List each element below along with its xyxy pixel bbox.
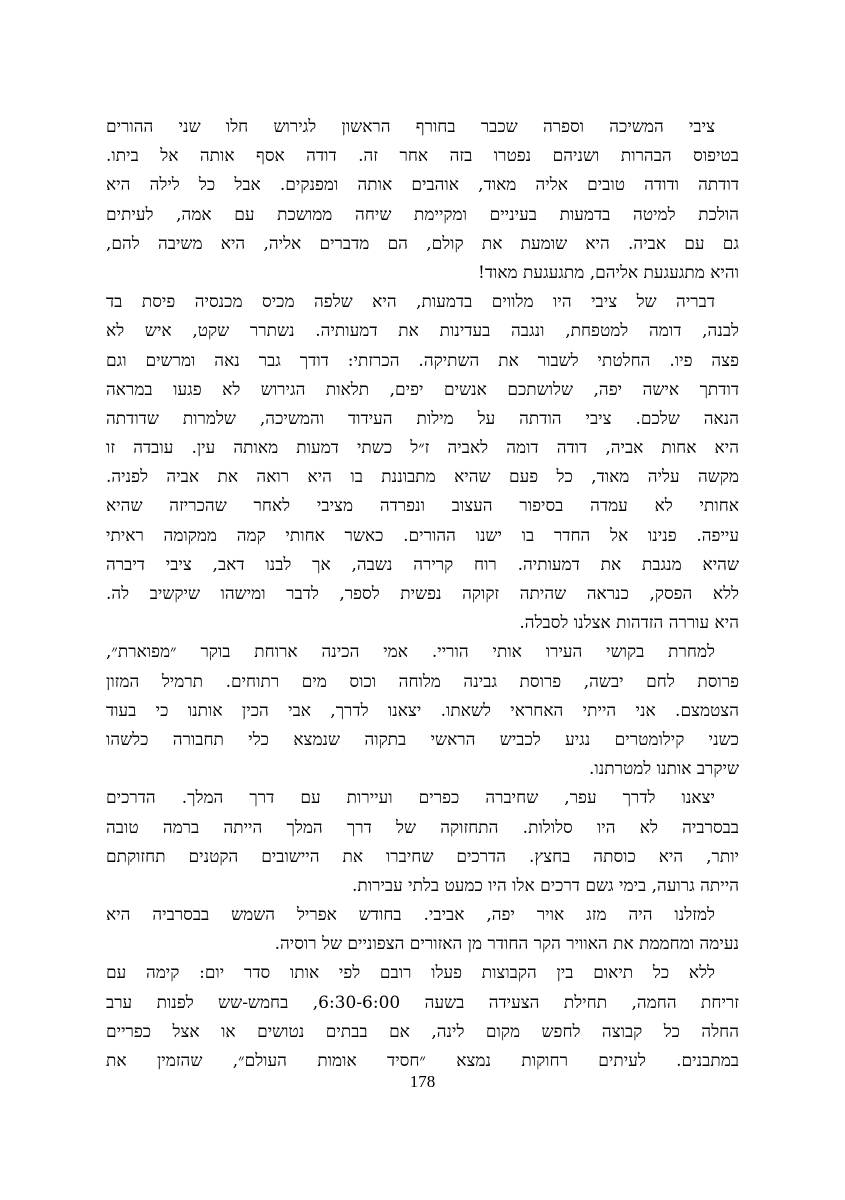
text-line: ציבי המשיכה וספרה שכבר בחורף הראשון לגירוש חלו שני ההורים	[106, 117, 715, 137]
text-line: יצאנו לדרך עפר, שחיברה כפרים ועיירות עם דרך המלך. הדרכים	[106, 788, 715, 809]
text-line: מקשה עליה מאוד, כל פעם שהיא מתבוננת בו היא רואה את אביה לפניה.	[106, 467, 739, 488]
text-line: זריחת החמה, תחילת הצעידה בשעה 6:30-6:00, בחמש-שש לפנות ערב	[106, 992, 739, 1013]
text-line: פצה פיו. החלטתי לשבור את השתיקה. הכרזתי: דודך גבר נאה ומרשים וגם	[106, 350, 739, 371]
text-line: פרוסת לחם יבשה, פרוסת גבינה מלוחה וכוס מים רתוחים. תרמיל המזון	[106, 671, 739, 692]
text-line: לבנה, דומה למטפחת, ונגבה בעדינות את דמעותיה. נשתרר שקט, איש לא	[106, 321, 739, 342]
text-line: יותר, היא כוסתה בחצץ. הדרכים שחיברו את היישובים הקטנים תחזוקתם	[106, 846, 739, 867]
text-line: ללא הפסק, כנראה שהיתה זקוקה נפשית לספר, לדבר ומישהו שיקשיב לה.	[106, 584, 739, 604]
text-line: דודתה ודודה טובים אליה מאוד, אוהבים אותה ומפנקים. אבל כל לילה היא	[106, 175, 739, 196]
text-line: עייפה. פנינו אל החדר בו ישנו ההורים. כאשר אחותי קמה ממקומה ראיתי	[106, 525, 739, 546]
text-line: גם עם אביה. היא שומעת את קולם, הם מדברים אליה, היא משיבה להם,	[106, 233, 739, 254]
text-line: במתבנים. לעיתים רחוקות נמצא ״חסיד אומות העולם״, שהזמין את	[106, 1051, 739, 1071]
text-line: ללא כל תיאום בין הקבוצות פעלו רובם לפי אותו סדר יום: קימה עם	[106, 963, 715, 984]
text-line: שהיא מנגבת את דמעותיה. רוח קרירה נשבה, אך לבנו דאב, ציבי דיברה	[106, 554, 739, 575]
text-line: הצטמצם. אני הייתי האחראי לשאתו. יצאנו לדרך, אבי הכין אותנו כי בעוד	[106, 700, 739, 721]
text-line: נעימה ומחממת את האוויר הקר החודר מן האזורים הצפוניים של רוסיה.	[274, 934, 739, 955]
text-line: למזלנו היה מזג אויר יפה, אביבי. בחודש אפריל השמש בבסרביה היא	[106, 905, 715, 926]
text-line: בבסרביה לא היו סלולות. התחזוקה של דרך המלך הייתה ברמה טובה	[106, 817, 739, 838]
text-line: בטיפוס הבהרות ושניהם נפטרו בזה אחר זה. דודה אסף אותה אל ביתו.	[106, 146, 739, 167]
body-text	[106, 113, 739, 1076]
text-line: הנאה שלכם. ציבי הודתה על מילות העידוד והמשיכה, שלמרות שדודתה	[106, 408, 739, 429]
text-line: אחותי לא עמדה בסיפור העצוב ונפרדה מציבי לאחר שהכריזה שהיא	[106, 496, 739, 517]
text-line: היא אחות אביה, דודה דומה לאביה ז״ל כשתי דמעות מאותה עין. עובדה זו	[106, 438, 739, 459]
text-line: דבריה של ציבי היו מלווים בדמעות, היא שלפה מכיס מכנסיה פיסת בד	[106, 292, 715, 313]
text-line: שיקרב אותנו למטרתנו.	[588, 759, 739, 780]
text-line: למחרת בקושי העירו אותי הוריי. אמי הכינה ארוחת בוקר ״מפוארת״,	[106, 642, 715, 663]
text-line: דודתך אישה יפה, שלושתכם אנשים יפים, תלאות הגירוש לא פגעו במראה	[106, 379, 739, 400]
text-line: הייתה גרועה, בימי גשם דרכים אלו היו כמעט בלתי עבירות.	[351, 875, 739, 896]
text-line: כשני קילומטרים נגיע לכביש הראשי בתקוה שנמצא כלי תחבורה כלשהו	[106, 729, 739, 750]
text-line: הולכת למיטה בדמעות בעיניים ומקיימת שיחה ממושכת עם אמה, לעיתים	[106, 204, 739, 225]
page-number: 178	[409, 1072, 436, 1091]
text-line: והיא מתגעגעת אליהם, מתגעגעת מאוד!	[478, 262, 739, 283]
text-line: היא עוררה הזדהות אצלנו לסבלה.	[519, 613, 739, 634]
text-line: החלה כל קבוצה לחפש מקום לינה, אם בבתים נטושים או אצל כפריים	[106, 1021, 739, 1042]
